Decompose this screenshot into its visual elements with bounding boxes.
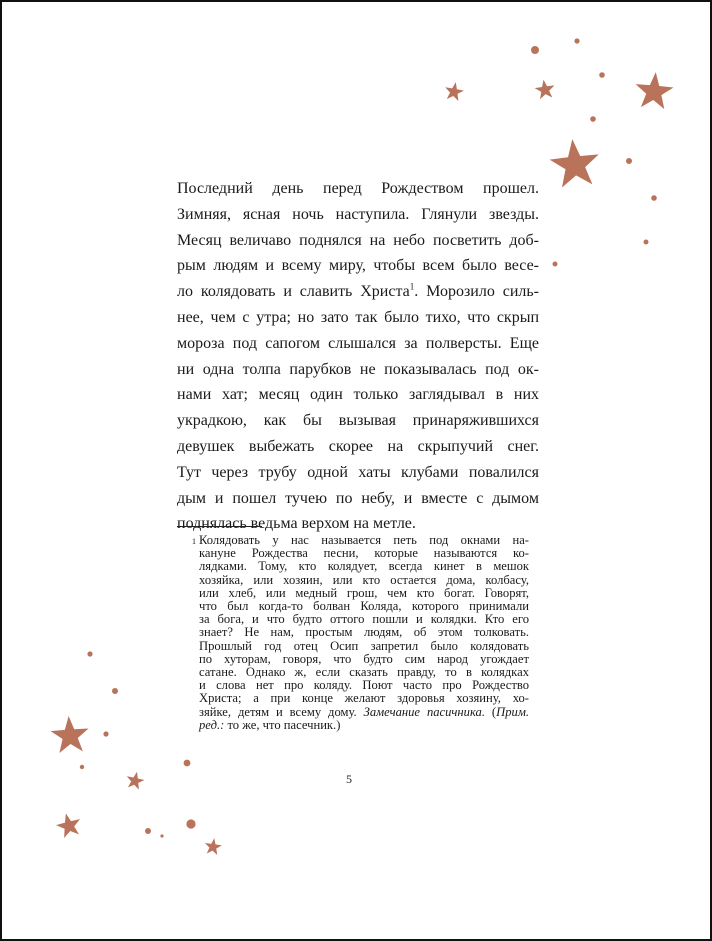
- star-icon: [443, 81, 465, 102]
- footnote-line: знает? Не нам, простым людям, об этом толковать.: [199, 625, 529, 640]
- footnote-divider: [177, 526, 262, 527]
- footnote-line-part: то же, что пасечник.): [224, 717, 341, 732]
- footnote-line-part: (: [485, 704, 497, 719]
- dot-icon: [644, 240, 649, 245]
- footnote-line-text: Колядовать у нас называется петь под окнами на-: [199, 533, 529, 547]
- star-icon: [204, 837, 223, 856]
- star-icon: [54, 810, 84, 839]
- text-line: дым и пошел тучею по небу, и вместе с дымом: [177, 489, 539, 507]
- footnote: [192, 533, 530, 732]
- main-text: [177, 176, 539, 537]
- text-line: ни одна толпа парубков не показывалась под ок-: [177, 360, 539, 378]
- star-icon: [634, 70, 675, 109]
- footnote-reference: 1: [409, 281, 415, 292]
- dot-icon: [160, 834, 163, 837]
- text-line: Месяц величаво поднялся на небо посветить доб-: [177, 231, 539, 249]
- dot-icon: [574, 38, 579, 43]
- dot-icon: [186, 819, 195, 828]
- footnote-line: кануне Рождества песни, которые называются ко-: [199, 546, 529, 561]
- footnote-marker: 1: [192, 537, 196, 546]
- footnote-line: и слова нет про коляду. Поют часто про Рождество: [199, 678, 529, 693]
- footnote-note-italic: Прим.: [496, 704, 530, 719]
- footnote-note-italic: Замечание пасичника.: [363, 704, 486, 719]
- dot-icon: [145, 828, 151, 834]
- star-icon: [125, 770, 146, 791]
- footnote-line: что был когда-то болван Коляда, которого принимали: [199, 599, 529, 614]
- dot-icon: [103, 731, 108, 736]
- footnote-line: Прошлый год отец Осип запретил было колядовать: [199, 638, 529, 653]
- dot-icon: [599, 72, 605, 78]
- footnote-line-part: зяйке, детям и всему дому.: [199, 704, 364, 719]
- dot-icon: [184, 760, 191, 767]
- text-line: Тут через трубу одной хаты клубами повалился: [177, 463, 539, 481]
- text-line: Последний день перед Рождеством прошел.: [177, 180, 539, 197]
- star-icon: [548, 137, 602, 189]
- dot-icon: [651, 195, 657, 201]
- text-line: нее, чем с утра; но зато так было тихо, что скрып: [177, 308, 539, 326]
- star-icon: [50, 715, 90, 754]
- footnote-line: по хуторам, говоря, что будто сим народ угождает: [199, 651, 529, 666]
- footnote-line: или хлеб, или медный грош, чем кто богат. Говорят,: [199, 585, 529, 600]
- dot-icon: [626, 158, 632, 164]
- text-line: мороза под сапогом слышался за полверсты. Еще: [177, 334, 539, 352]
- text-line: рым людям и всему миру, чтобы всем было весе-: [177, 257, 539, 275]
- text-line: украдкою, как бы вызывая принаряжившихся: [177, 412, 539, 430]
- text-line: поднялась ведьма верхом на метле.: [177, 515, 416, 533]
- text-line: девушек выбежать скорее на скрыпучий снег.: [177, 437, 539, 455]
- dot-icon: [531, 46, 539, 54]
- text-line: [177, 279, 539, 305]
- dot-icon: [112, 688, 118, 694]
- text-line: нами хат; месяц один только заглядывал в них: [177, 386, 539, 404]
- footnote-line: [192, 533, 529, 547]
- footnote-line: хозяйка, или хозяин, или кто остается дома, колбасу,: [199, 572, 529, 587]
- footnote-line: за бога, и что будто оттого пошли и колядки. Кто его: [199, 612, 529, 627]
- text-line-part: ло колядовать и славить Христа: [177, 283, 410, 301]
- text-line: Зимняя, ясная ночь наступила. Глянули звезды.: [177, 205, 539, 223]
- text-line-part: . Морозило силь-: [414, 283, 540, 301]
- footnote-note-italic: ред.:: [199, 717, 225, 732]
- star-icon: [534, 78, 556, 100]
- footnote-line: лядками. Тому, кто колядует, всегда кинет в мешок: [199, 559, 529, 574]
- footnote-line: Христа; а при конце желают здоровья хозяину, хо-: [199, 691, 529, 706]
- dot-icon: [87, 651, 92, 656]
- dot-icon: [80, 765, 84, 769]
- dot-icon: [590, 116, 596, 122]
- footnote-line: [199, 719, 529, 732]
- dot-icon: [553, 262, 558, 267]
- footnote-line: сатане. Однако ж, если сказать правду, то в колядках: [199, 665, 529, 680]
- page-number: 5: [346, 772, 352, 786]
